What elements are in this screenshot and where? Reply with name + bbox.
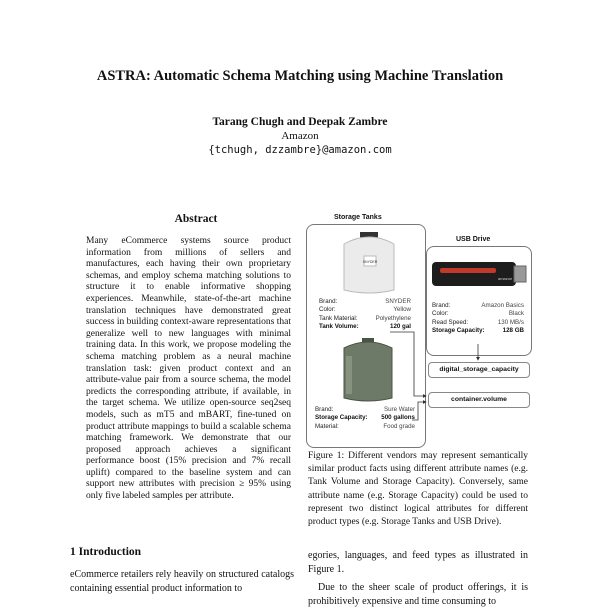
- attr-value: 120 gal: [390, 322, 411, 330]
- attr-key: Material:: [315, 422, 339, 430]
- attr-value: Sure Water: [383, 406, 415, 413]
- attr-value: Yellow: [393, 306, 411, 314]
- attr-key: Read Speed:: [432, 318, 469, 326]
- attr-value: Polyethylene: [375, 314, 411, 322]
- attr-key: Color:: [432, 310, 449, 318]
- attr-key: Storage Capacity:: [315, 414, 368, 422]
- attr-key: Brand:: [315, 406, 334, 413]
- attr-key: Tank Volume:: [319, 322, 359, 330]
- figure-1: [304, 212, 532, 444]
- tank-brand-label: SNYDER: [362, 260, 378, 264]
- attr-key: Color:: [319, 306, 336, 314]
- right-col-text2: Due to the sheer scale of product offerings, it is prohibitively expensive and time consuming to: [308, 582, 528, 607]
- abstract-heading: Abstract: [174, 213, 218, 225]
- mapping-arrows: [304, 212, 532, 444]
- svg-text:amazon: amazon: [498, 276, 513, 281]
- paper-authors: Tarang Chugh and Deepak Zambre: [212, 116, 388, 128]
- right-column-text: [308, 549, 528, 609]
- attr-value: 128 GB: [502, 326, 524, 334]
- attr-value: Black: [508, 310, 524, 318]
- attr-value: 500 gallons: [381, 414, 415, 422]
- attr-value: 130 MB/s: [497, 318, 524, 326]
- attr-key: Brand:: [432, 302, 451, 309]
- attr-key: Brand:: [319, 298, 338, 305]
- attr-value: Amazon Basics: [481, 302, 524, 309]
- attr-key: Tank Material:: [319, 314, 358, 322]
- caption-text: Figure 1: Different vendors may represent semantically similar product facts using different attribute names (e.g. Tank Volume and Storage Capacity). Conversely, same attribute name (e.g. Storage Capacity) could be used to represent two distinct logical attributes for different product types (e.g. Storage Tanks and USB Drive).: [308, 451, 528, 528]
- paper-email: {tchugh, dzzambre}@amazon.com: [208, 144, 392, 156]
- arrow-tank1-to-container: [390, 332, 426, 396]
- storage-tanks-title: Storage Tanks: [334, 214, 382, 221]
- container-volume-box: container.volume: [428, 392, 530, 408]
- paper-affiliation: Amazon: [281, 130, 319, 142]
- arrow-tank2-to-container: [412, 402, 426, 420]
- introduction-body: [70, 568, 294, 596]
- attr-value: Food grade: [383, 422, 415, 430]
- attr-value: SNYDER: [385, 298, 411, 305]
- abstract-text: Many eCommerce systems source product information from millions of sellers and manufactures, each having their own proprietary schemas, and employ schema matching solutions to structure it to enable informative shopping experiences. Meanwhile, state-of-the-art machine translation techniques have demonstrated great success in building context-aware representations that generalize well to new languages with minimal training data. In this work, we propose modeling the schema matching problem as a neural machine translation task: given product context and an attribute-value pair from a source schema, the model predicts the corresponding attribute, if available, in the target schema. We utilize open-source seq2seq models, such as mT5 and mBART, fine-tuned on product attribute mappings to build a scalable schema matching framework. We demonstrate that our proposed approach achieves a significant performance boost (15% precision and 7% recall uplift) compared to the baseline system and can support new attributes with precision ≥ 95% using only five labeled samples per attribute.: [86, 236, 291, 502]
- figure-caption: [308, 450, 528, 529]
- paper-title: ASTRA: Automatic Schema Matching using Machine Translation: [96, 68, 504, 84]
- abstract-body: [86, 236, 291, 503]
- attr-key: Storage Capacity:: [432, 326, 485, 334]
- right-col-text1: egories, languages, and feed types as illustrated in Figure 1.: [308, 550, 528, 575]
- introduction-text: eCommerce retailers rely heavily on structured catalogs containing essential product information to: [70, 569, 294, 594]
- introduction-heading: 1 Introduction: [70, 546, 142, 558]
- digital-storage-capacity-box: digital_storage_capacity: [428, 362, 530, 378]
- usb-drive-title: USB Drive: [456, 236, 491, 243]
